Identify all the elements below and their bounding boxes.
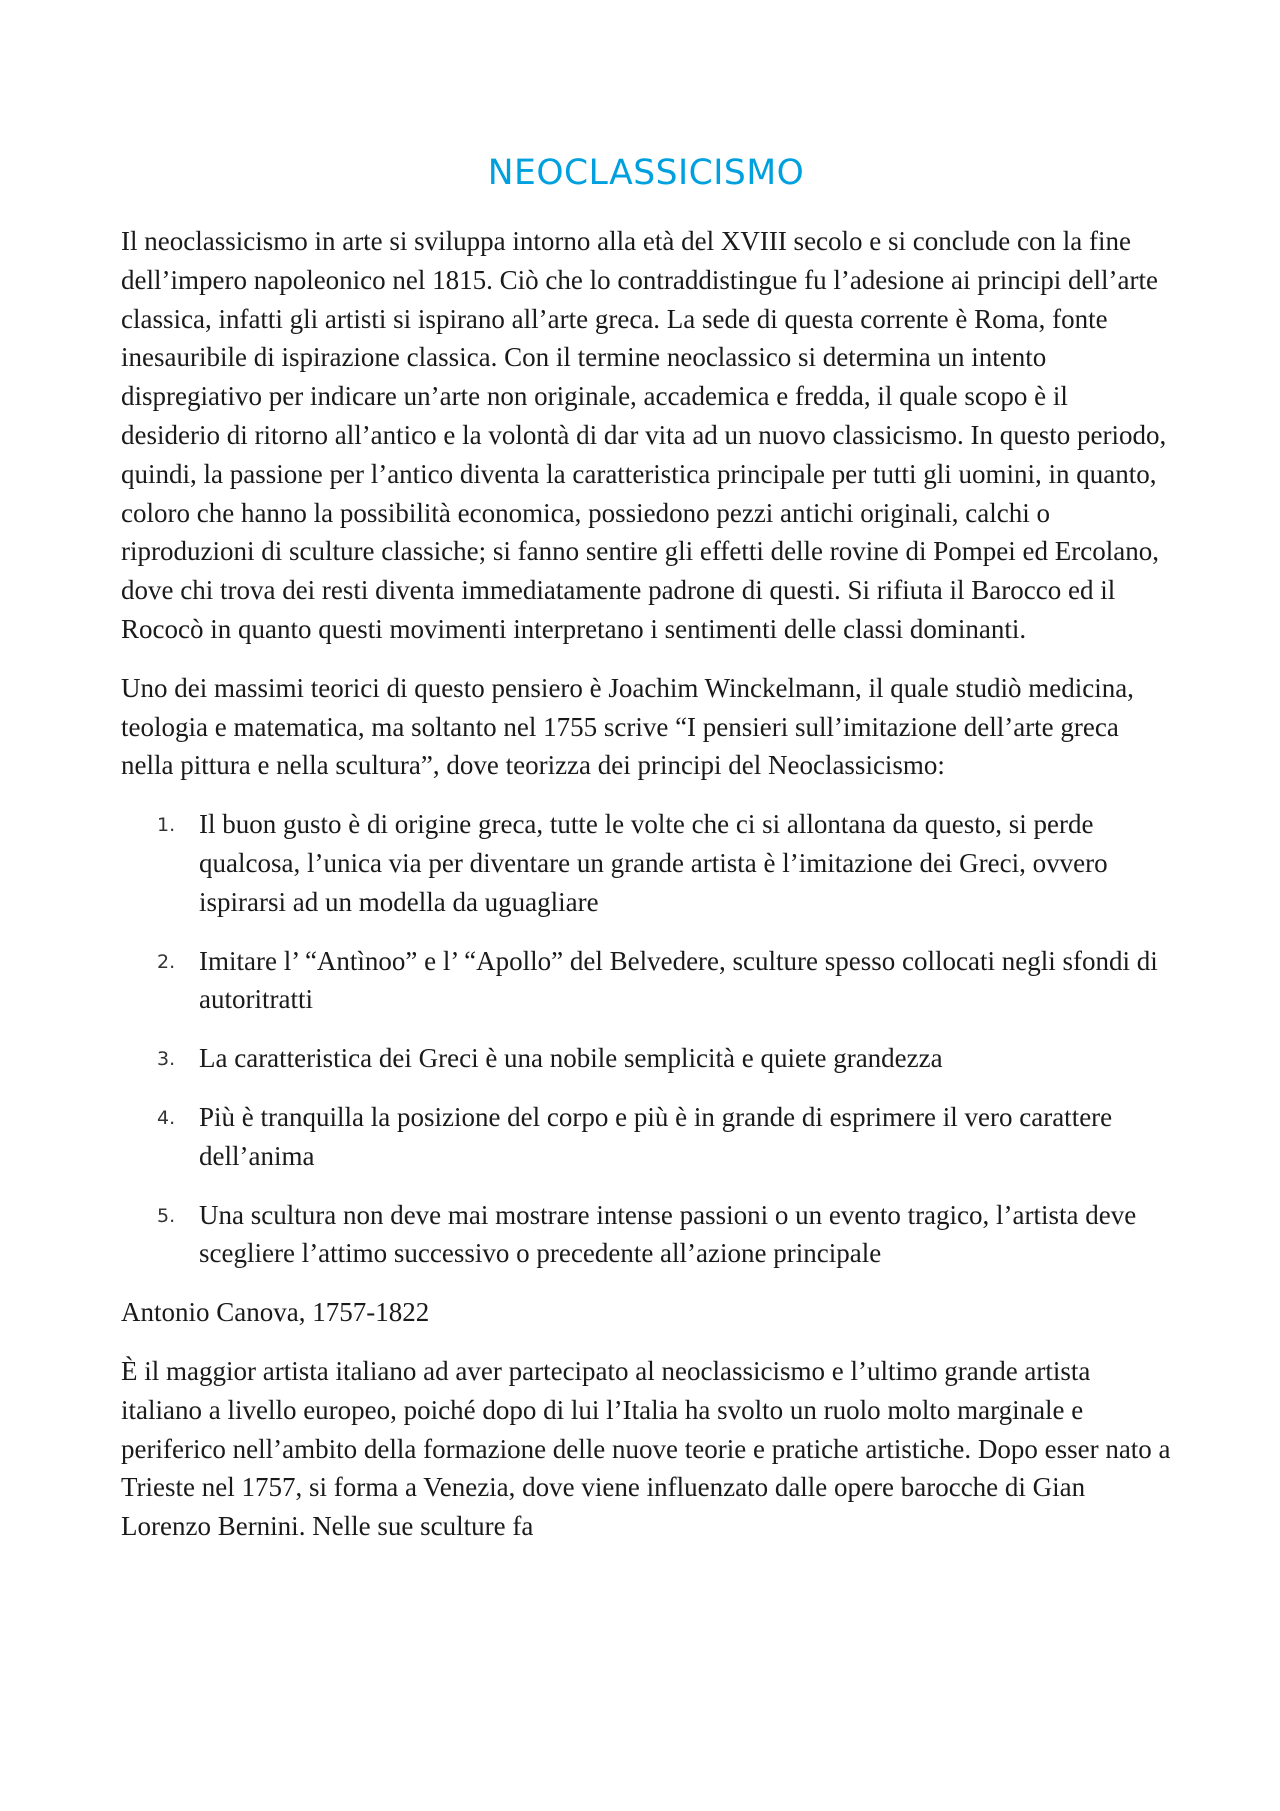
- list-item-text: Più è tranquilla la posizione del corpo e più è in grande di esprimere il vero carattere dell’anima: [199, 1101, 1113, 1171]
- list-item: [121, 942, 1171, 1020]
- document-body: [121, 148, 1171, 1566]
- section-subheading: Antonio Canova, 1757-1822: [121, 1297, 430, 1328]
- list-item: [121, 1098, 1171, 1176]
- list-item: [121, 1196, 1171, 1274]
- intro-paragraph: Il neoclassicismo in arte si sviluppa intorno alla età del XVIII secolo e si conclude con la fine dell’impero napoleonico nel 1815. Ciò che lo contraddistingue fu l’adesione ai principi dell’arte classica, infatti gli artisti si ispirano all’arte greca. La sede di questa corrente è Roma, fonte inesauribile di ispirazione classica. Con il termine neoclassico si determina un intento dispregiativo per indicare un’arte non originale, accademica e fredda, il quale scopo è il desiderio di ritorno all’antico e la volontà di dar vita ad un nuovo classicismo. In questo periodo, quindi, la passione per l’antico diventa la caratteristica principale per tutti gli uomini, in quanto, coloro che hanno la possibilità economica, possiedono pezzi antichi originali, calchi o riproduzioni di sculture classiche; si fanno sentire gli effetti delle rovine di Pompei ed Ercolano, dove chi trova dei resti diventa immediatamente padrone di questi. Si rifiuta il Barocco ed il Rococò in quanto questi movimenti interpretano i sentimenti delle classi dominanti.: [121, 226, 1167, 644]
- list-item-number: 1.: [157, 814, 176, 837]
- list-item: [121, 1039, 1171, 1078]
- list-item-text: Una scultura non deve mai mostrare intense passioni o un evento tragico, l’artista deve scegliere l’attimo successivo o precedente all’azione principale: [199, 1199, 1137, 1269]
- list-item-number: 3.: [157, 1048, 176, 1071]
- list-item-text: Imitare l’ “Antìnoo” e l’ “Apollo” del Belvedere, sculture spesso collocati negli sfondi di autoritratti: [199, 945, 1158, 1015]
- list-item-number: 2.: [157, 950, 176, 973]
- list-item-text: Il buon gusto è di origine greca, tutte le volte che ci si allontana da questo, si perde qualcosa, l’unica via per diventare un grande artista è l’imitazione dei Greci, ovvero ispirarsi ad un modella da uguagliare: [199, 809, 1108, 917]
- winckelmann-paragraph: Uno dei massimi teorici di questo pensiero è Joachim Winckelmann, il quale studiò medicina, teologia e matematica, ma soltanto nel 1755 scrive “I pensieri sull’imitazione dell’arte greca nella pittura e nella scultura”, dove teorizza dei principi del Neoclassicismo:: [121, 672, 1134, 781]
- canova-paragraph: È il maggior artista italiano ad aver partecipato al neoclassicismo e l’ultimo grande artista italiano a livello europeo, poiché dopo di lui l’Italia ha svolto un ruolo molto marginale e periferico nell’ambito della formazione delle nuove teorie e pratiche artistiche. Dopo esser nato a Trieste nel 1757, si forma a Venezia, dove viene influenzato dalle opere barocche di Gian Lorenzo Bernini. Nelle sue sculture fa: [121, 1355, 1171, 1542]
- list-item-number: 4.: [157, 1106, 176, 1129]
- list-item: [121, 805, 1171, 921]
- list-item-text: La caratteristica dei Greci è una nobile semplicità e quiete grandezza: [199, 1043, 943, 1074]
- principles-list: [121, 805, 1171, 1273]
- list-item-number: 5.: [157, 1204, 176, 1227]
- document-title: NEOCLASSICISMO: [487, 153, 805, 193]
